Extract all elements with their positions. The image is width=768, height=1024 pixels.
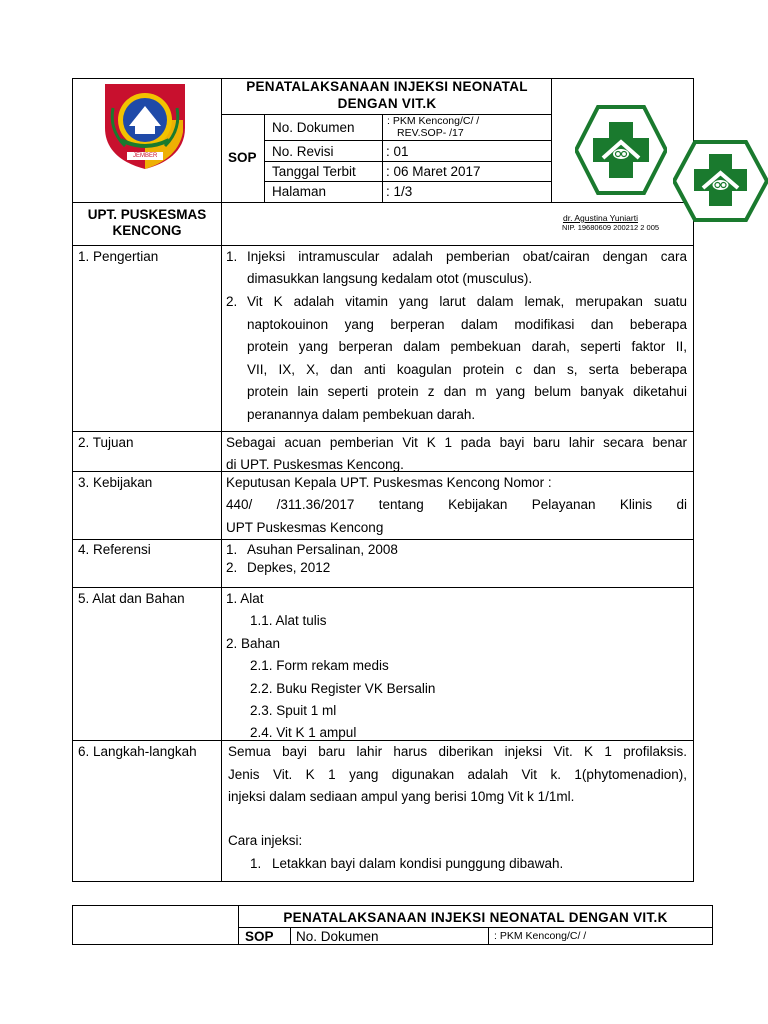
list-number: 2. [226, 560, 238, 575]
list-item-text: Vit K adalah vitamin yang larut dalam lemak, merupakan suatu [247, 294, 687, 309]
langkah-text: Jenis Vit. K 1 yang digunakan adalah Vit k. 1(phytomenadion), [228, 767, 687, 782]
section-label-langkah: 6. Langkah-langkah [78, 744, 197, 759]
list-item: 2.2. Buku Register VK Bersalin [250, 681, 436, 696]
section-label-referensi: 4. Referensi [78, 542, 151, 557]
section-label-kebijakan: 3. Kebijakan [78, 475, 153, 490]
list-item: 2.1. Form rekam medis [250, 658, 389, 673]
list-item-text: protein yang berperan dalam pembekuan darah, seperti faktor II, [247, 339, 687, 354]
footer-title: PENATALAKSANAAN INJEKSI NEONATAL DENGAN VIT.K [283, 910, 668, 925]
document-title-line2: DENGAN VIT.K [337, 96, 437, 111]
list-item: 2.4. Vit K 1 ampul [250, 725, 357, 740]
kebijakan-text: 440/ /311.36/2017 tentang Kebijakan Pelayanan Klinis di [226, 497, 687, 512]
section-label-tujuan: 2. Tujuan [78, 435, 134, 450]
list-item-text: Letakkan bayi dalam kondisi punggung dibawah. [272, 856, 564, 871]
org-name-line1: UPT. PUSKESMAS [87, 207, 207, 222]
section-label-pengertian: 1. Pengertian [78, 249, 159, 264]
tujuan-text: di UPT. Puskesmas Kencong. [226, 457, 404, 472]
list-item-text: Injeksi intramuscular adalah pemberian obat/cairan dengan cara [247, 249, 687, 264]
tujuan-text: Sebagai acuan pemberian Vit K 1 pada bayi baru lahir secara benar [226, 435, 687, 450]
no-dokumen-value-line2: REV.SOP- /17 [397, 127, 464, 139]
halaman-value: : 1/3 [386, 184, 413, 199]
list-item: 2. Bahan [226, 636, 281, 651]
list-item-text: naptokouinon yang berperan dalam modifikasi dan beberapa [247, 317, 687, 332]
no-revisi-value: : 01 [386, 144, 409, 159]
document-title-line1: PENATALAKSANAAN INJEKSI NEONATAL [246, 79, 528, 94]
list-number: 1. [250, 856, 262, 871]
list-item-text: protein lain seperti protein z dan m yang belum banyak diketahui [247, 384, 687, 399]
no-dokumen-value-line1: : PKM Kencong/C/ / [387, 115, 480, 127]
tanggal-terbit-value: : 06 Maret 2017 [386, 164, 481, 179]
kebijakan-text: Keputusan Kepala UPT. Puskesmas Kencong Nomor : [226, 475, 552, 490]
section-label-alat: 5. Alat dan Bahan [78, 591, 185, 606]
footer-sop-label: SOP [245, 929, 274, 944]
list-item-text: dimasukkan langsung kedalam otot (musculus). [247, 271, 533, 286]
kebijakan-text: UPT Puskesmas Kencong [226, 520, 384, 535]
puskesmas-logo-secondary [673, 139, 768, 223]
list-item: 2.3. Spuit 1 ml [250, 703, 337, 718]
logo-banner-text: JEMBER [133, 153, 158, 159]
org-name-line2: KENCONG [112, 223, 182, 238]
list-item-text: peranannya dalam pembekuan darah. [247, 407, 476, 422]
signer-name: dr. Agustina Yuniarti [563, 213, 638, 223]
list-item-text: Asuhan Persalinan, 2008 [247, 542, 398, 557]
puskesmas-logo [575, 104, 667, 196]
halaman-label: Halaman [272, 184, 327, 199]
list-item-text: Depkes, 2012 [247, 560, 331, 575]
list-item-text: VII, IX, X, dan anti koagulan protein c dan s, serta beberapa [247, 362, 687, 377]
footer-doc-label: No. Dokumen [296, 929, 379, 944]
no-dokumen-label: No. Dokumen [272, 120, 355, 135]
signer-nip: NIP. 19680609 200212 2 005 [562, 223, 660, 232]
list-number: 1. [226, 249, 238, 264]
list-number: 1. [226, 542, 238, 557]
list-item: 1.1. Alat tulis [250, 613, 327, 628]
jember-logo [99, 80, 191, 170]
list-item: 1. Alat [226, 591, 264, 606]
cara-injeksi-heading: Cara injeksi: [228, 833, 303, 848]
tanggal-terbit-label: Tanggal Terbit [272, 164, 356, 179]
sop-label: SOP [228, 150, 257, 165]
langkah-text: Semua bayi baru lahir harus diberikan injeksi Vit. K 1 profilaksis. [228, 744, 687, 759]
langkah-text: injeksi dalam sediaan ampul yang berisi 10mg Vit k 1/1ml. [228, 789, 575, 804]
footer-doc-value: : PKM Kencong/C/ / [494, 930, 587, 942]
no-revisi-label: No. Revisi [272, 144, 334, 159]
list-number: 2. [226, 294, 238, 309]
